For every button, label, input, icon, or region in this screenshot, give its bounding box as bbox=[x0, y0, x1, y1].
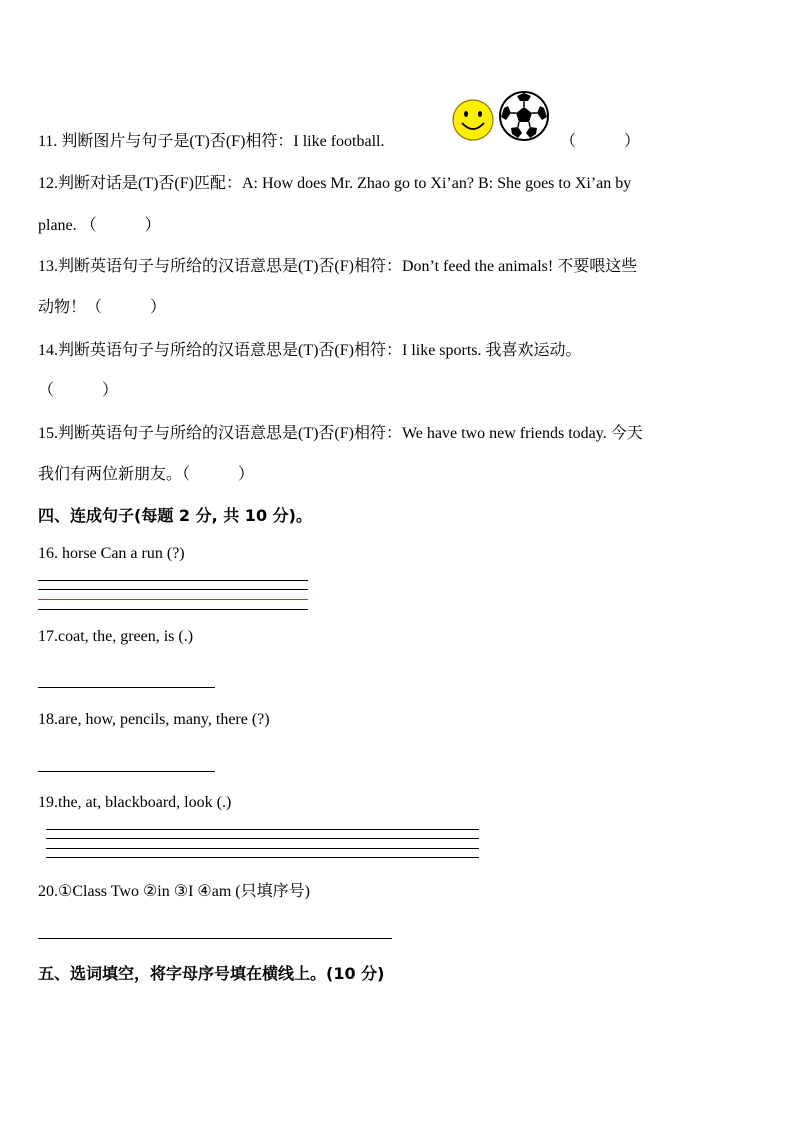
question-11-answer-paren[interactable] bbox=[560, 128, 640, 151]
question-11-text: 11. 判断图片与句子是(T)否(F)相符：I like football. bbox=[38, 133, 385, 150]
question-14-line-1: 14.判断英语句子与所给的汉语意思是(T)否(F)相符：I like sports. 我喜欢运动。 bbox=[38, 342, 582, 359]
writing-line bbox=[46, 857, 479, 858]
question-13-line-1: 13.判断英语句子与所给的汉语意思是(T)否(F)相符：Don’t feed the animals! 不要喂这些 bbox=[38, 258, 638, 275]
writing-line-red bbox=[38, 599, 308, 600]
question-16: 16. horse Can a run (?) bbox=[38, 545, 185, 562]
section-4-heading: 四、连成句子(每题 2 分, 共 10 分)。 bbox=[38, 506, 312, 525]
writing-line bbox=[46, 829, 479, 830]
answer-paren-text: （ ） bbox=[560, 133, 641, 150]
question-15-line-1: 15.判断英语句子与所给的汉语意思是(T)否(F)相符：We have two new friends today. 今天 bbox=[38, 425, 643, 442]
section-5-heading: 五、选词填空，将字母序号填在横线上。(10 分) bbox=[38, 964, 385, 983]
question-17-answer-line[interactable] bbox=[38, 687, 215, 688]
writing-line bbox=[38, 589, 308, 590]
question-15-line-2[interactable]: 我们有两位新朋友。（ ） bbox=[38, 466, 255, 483]
writing-line bbox=[38, 580, 308, 581]
soccer-ball-icon bbox=[498, 90, 550, 142]
writing-line bbox=[46, 838, 479, 839]
writing-line bbox=[46, 848, 479, 849]
question-20-answer-line[interactable] bbox=[38, 938, 392, 939]
question-14-line-2[interactable]: （ ） bbox=[38, 382, 119, 399]
writing-line bbox=[38, 609, 308, 610]
smiley-face-icon bbox=[451, 98, 495, 142]
question-17: 17.coat, the, green, is (.) bbox=[38, 628, 194, 645]
question-13-line-2[interactable]: 动物！（ ） bbox=[38, 299, 167, 316]
question-12-line-2[interactable]: plane. （ ） bbox=[38, 217, 161, 234]
question-20: 20.①Class Two ②in ③I ④am (只填序号) bbox=[38, 883, 310, 900]
question-11 bbox=[38, 128, 384, 151]
question-19: 19.the, at, blackboard, look (.) bbox=[38, 794, 232, 811]
question-18: 18.are, how, pencils, many, there (?) bbox=[38, 711, 270, 728]
question-18-answer-line[interactable] bbox=[38, 771, 215, 772]
question-12-line-1: 12.判断对话是(T)否(F)匹配：A: How does Mr. Zhao go to Xi’an? B: She goes to Xi’an by bbox=[38, 175, 632, 192]
